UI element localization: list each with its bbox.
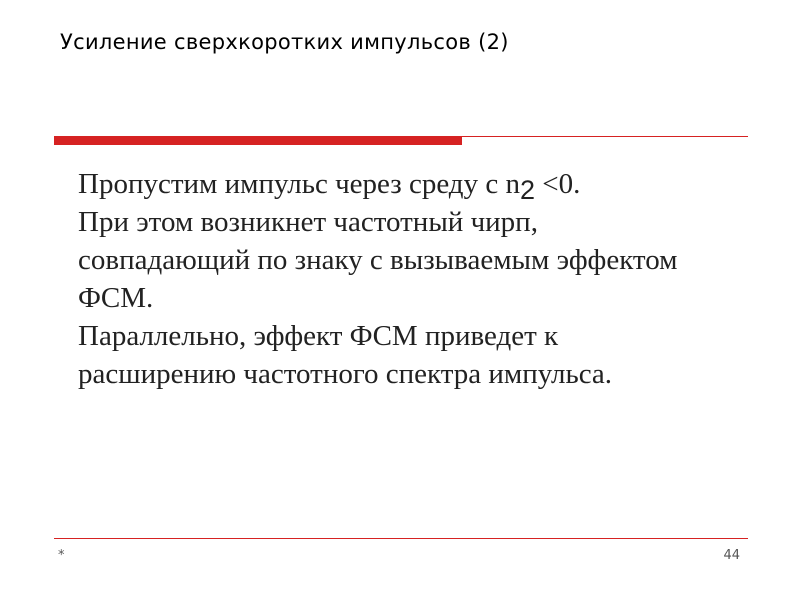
refractive-index-variable: n <box>505 168 520 200</box>
body-line-4: ФСМ. <box>78 282 154 314</box>
footer-marker: * <box>58 548 65 563</box>
body-line-6: расширению частотного спектра импульса. <box>78 358 613 390</box>
body-line-1-condition: <0. <box>534 168 581 200</box>
body-line-1-text: Пропустим импульс через среду с <box>78 168 506 200</box>
body-line-2: При этом возникнет частотный чирп, <box>78 206 538 238</box>
body-line-1 <box>78 165 768 203</box>
refractive-index-subscript: 2 <box>519 175 535 205</box>
page-number: 44 <box>723 548 740 563</box>
body-line-3: совпадающий по знаку с вызываемым эффектом <box>78 244 678 276</box>
body-line-5: Параллельно, эффект ФСМ приведет к <box>78 320 559 352</box>
slide-title: Усиление сверхкоротких импульсов (2) <box>60 30 509 54</box>
title-divider-thick <box>54 136 462 145</box>
footer-divider <box>54 538 748 539</box>
slide-body <box>78 165 768 393</box>
